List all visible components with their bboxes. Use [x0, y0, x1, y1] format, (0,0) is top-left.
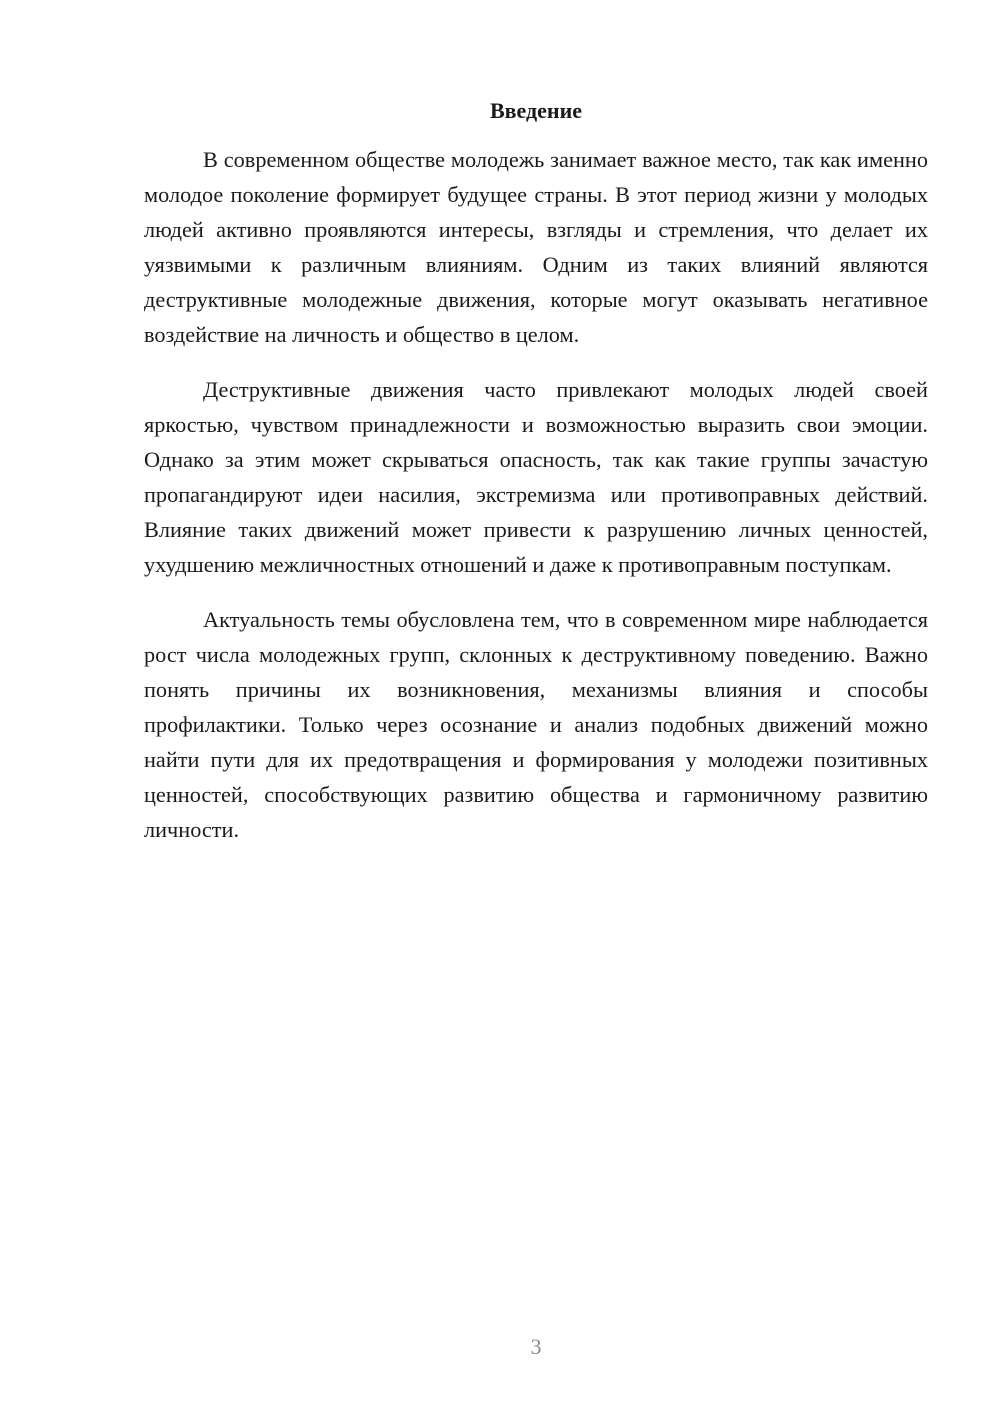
paragraph-1: В современном обществе молодежь занимает важное место, так как именно молодое поколение формирует будущее страны. В этот период жизни у молодых людей активно проявляются интересы, взгляды и стремления, что делает их уязвимыми к различным влияниям. Одним из таких влияний являются деструктивные молодежные движения, которые могут оказывать негативное воздействие на личность и общество в целом. — [144, 147, 928, 347]
paragraph-3: Актуальность темы обусловлена тем, что в современном мире наблюдается рост числа молодежных групп, склонных к деструктивному поведению. Важно понять причины их возникновения, механизмы влияния и способы профилактики. Только через осознание и анализ подобных движений можно найти пути для их предотвращения и формирования у молодежи позитивных ценностей, способствующих развитию общества и гармоничному развитию личности. — [144, 607, 928, 842]
page-number: 3 — [530, 1334, 542, 1359]
section-title: Введение — [489, 98, 583, 123]
paragraph-2: Деструктивные движения часто привлекают молодых людей своей яркостью, чувством принадлежности и возможностью выразить свои эмоции. Однако за этим может скрываться опасность, так как такие группы зачастую пропагандируют идеи насилия, экстремизма или противоправных действий. Влияние таких движений может привести к разрушению личных ценностей, ухудшению межличностных отношений и даже к противоправным поступкам. — [144, 377, 928, 577]
document-body — [144, 142, 928, 847]
